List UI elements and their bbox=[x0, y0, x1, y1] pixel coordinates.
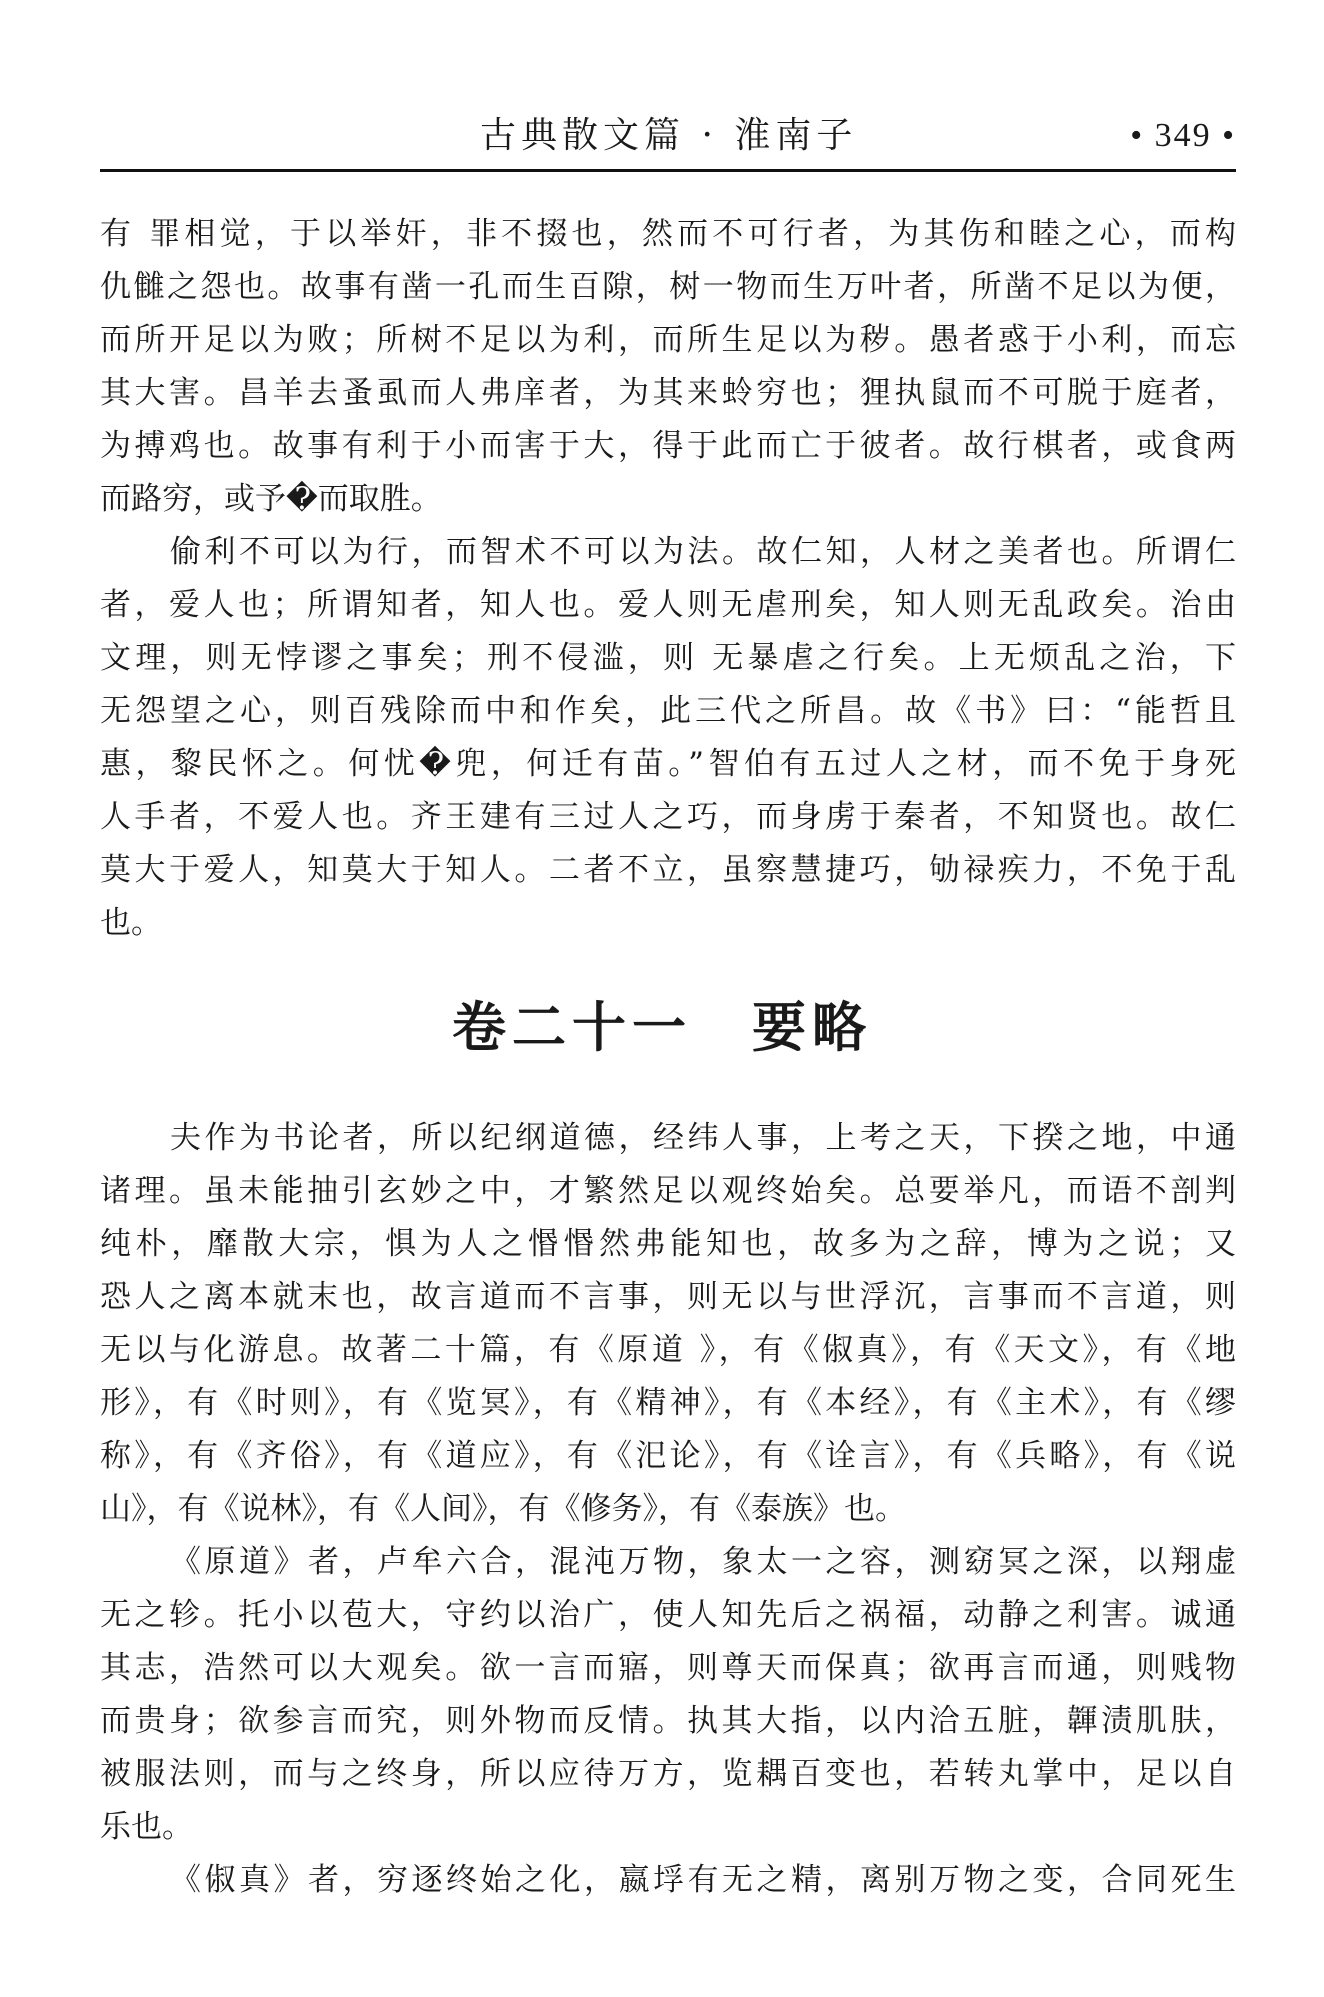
chapter-title bbox=[0, 988, 1324, 1068]
text-line: 而路穷，或予�而取胜。 bbox=[100, 481, 442, 517]
text-line: 纯朴，靡散大宗，惧为人之惽惽然弗能知也，故多为之辞，博为之说；又 bbox=[100, 1226, 1236, 1262]
text-line: 诸理。虽未能抽引玄妙之中，才繁然足以观终始矣。总要举凡，而语不剖判 bbox=[100, 1173, 1236, 1209]
text-line: 乐也。 bbox=[100, 1809, 193, 1845]
text-line: 莫大于爱人，知莫大于知人。二者不立，虽察慧捷巧，劬禄疾力，不免于乱 bbox=[100, 852, 1236, 888]
text-line: 无之轸。托小以苞大，守约以治广，使人知先后之祸福，动静之利害。诚通 bbox=[100, 1597, 1236, 1633]
text-block-continued bbox=[100, 208, 1236, 950]
header-rule bbox=[100, 169, 1236, 172]
text-line: 《俶真》者，穷逐终始之化，嬴垺有无之精，离别万物之变，合同死生 bbox=[170, 1862, 1236, 1898]
text-line: 惠，黎民怀之。何忧�兜，何迁有苗。”智伯有五过人之材，而不免于身死 bbox=[100, 746, 1236, 782]
text-line: 《原道》者，卢牟六合，混沌万物，象太一之容，测窈冥之深，以翔虚 bbox=[170, 1544, 1236, 1580]
text-line: 夫作为书论者，所以纪纲道德，经纬人事，上考之天，下揆之地，中通 bbox=[170, 1120, 1236, 1156]
chapter-name: 要略 bbox=[752, 996, 872, 1059]
text-line: 称》，有《齐俗》，有《道应》，有《汜论》，有《诠言》，有《兵略》，有《说 bbox=[100, 1438, 1236, 1474]
text-line: 也。 bbox=[100, 905, 162, 941]
text-line: 无怨望之心，则百残除而中和作矣，此三代之所昌。故《书》曰：“能哲且 bbox=[100, 693, 1236, 729]
text-line: 而所开足以为败；所树不足以为利，而所生足以为秽。愚者惑于小利，而忘 bbox=[100, 322, 1236, 358]
chapter-number: 卷二十一 bbox=[452, 996, 692, 1059]
text-line: 为搏鸡也。故事有利于小而害于大，得于此而亡于彼者。故行棋者，或食两 bbox=[100, 428, 1236, 464]
text-line: 偷利不可以为行，而智术不可以为法。故仁知，人材之美者也。所谓仁 bbox=[170, 534, 1236, 570]
text-line: 而贵身；欲参言而究，则外物而反情。执其大指，以内洽五脏，韗渍肌肤， bbox=[100, 1703, 1236, 1739]
page-number: • 349 • bbox=[1130, 117, 1236, 154]
text-line: 恐人之离本就末也，故言道而不言事，则无以与世浮沉，言事而不言道，则 bbox=[100, 1279, 1236, 1315]
text-line: 有 罪相觉，于以举奸，非不掇也，然而不可行者，为其伤和睦之心，而构 bbox=[100, 216, 1236, 252]
text-line: 文理，则无悖谬之事矣；刑不侵滥，则 无暴虐之行矣。上无烦乱之治，下 bbox=[100, 640, 1236, 676]
text-line: 其志，浩然可以大观矣。欲一言而寤，则尊天而保真；欲再言而通，则贱物 bbox=[100, 1650, 1236, 1686]
text-line: 无以与化游息。故著二十篇，有《原道 》，有《俶真》，有《天文》，有《地 bbox=[100, 1332, 1236, 1368]
text-line: 山》，有《说林》，有《人间》，有《修务》，有《泰族》也。 bbox=[100, 1491, 906, 1527]
text-line: 者，爱人也；所谓知者，知人也。爱人则无虐刑矣，知人则无乱政矣。治由 bbox=[100, 587, 1236, 623]
running-head bbox=[100, 108, 1236, 168]
running-title: 古典散文篇 · 淮南子 bbox=[480, 115, 858, 156]
text-line: 形》，有《时则》，有《览冥》，有《精神》，有《本经》，有《主术》，有《缪 bbox=[100, 1385, 1236, 1421]
text-block-chapter bbox=[100, 1112, 1236, 1907]
text-line: 人手者，不爱人也。齐王建有三过人之巧，而身虏于秦者，不知贤也。故仁 bbox=[100, 799, 1236, 835]
text-line: 被服法则，而与之终身，所以应待万方，览耦百变也，若转丸掌中，足以自 bbox=[100, 1756, 1236, 1792]
text-line: 仇雠之怨也。故事有凿一孔而生百隙，树一物而生万叶者，所凿不足以为便， bbox=[100, 269, 1236, 305]
text-line: 其大害。昌羊去蚤虱而人弗庠者，为其来蛉穷也；狸执鼠而不可脱于庭者， bbox=[100, 375, 1236, 411]
